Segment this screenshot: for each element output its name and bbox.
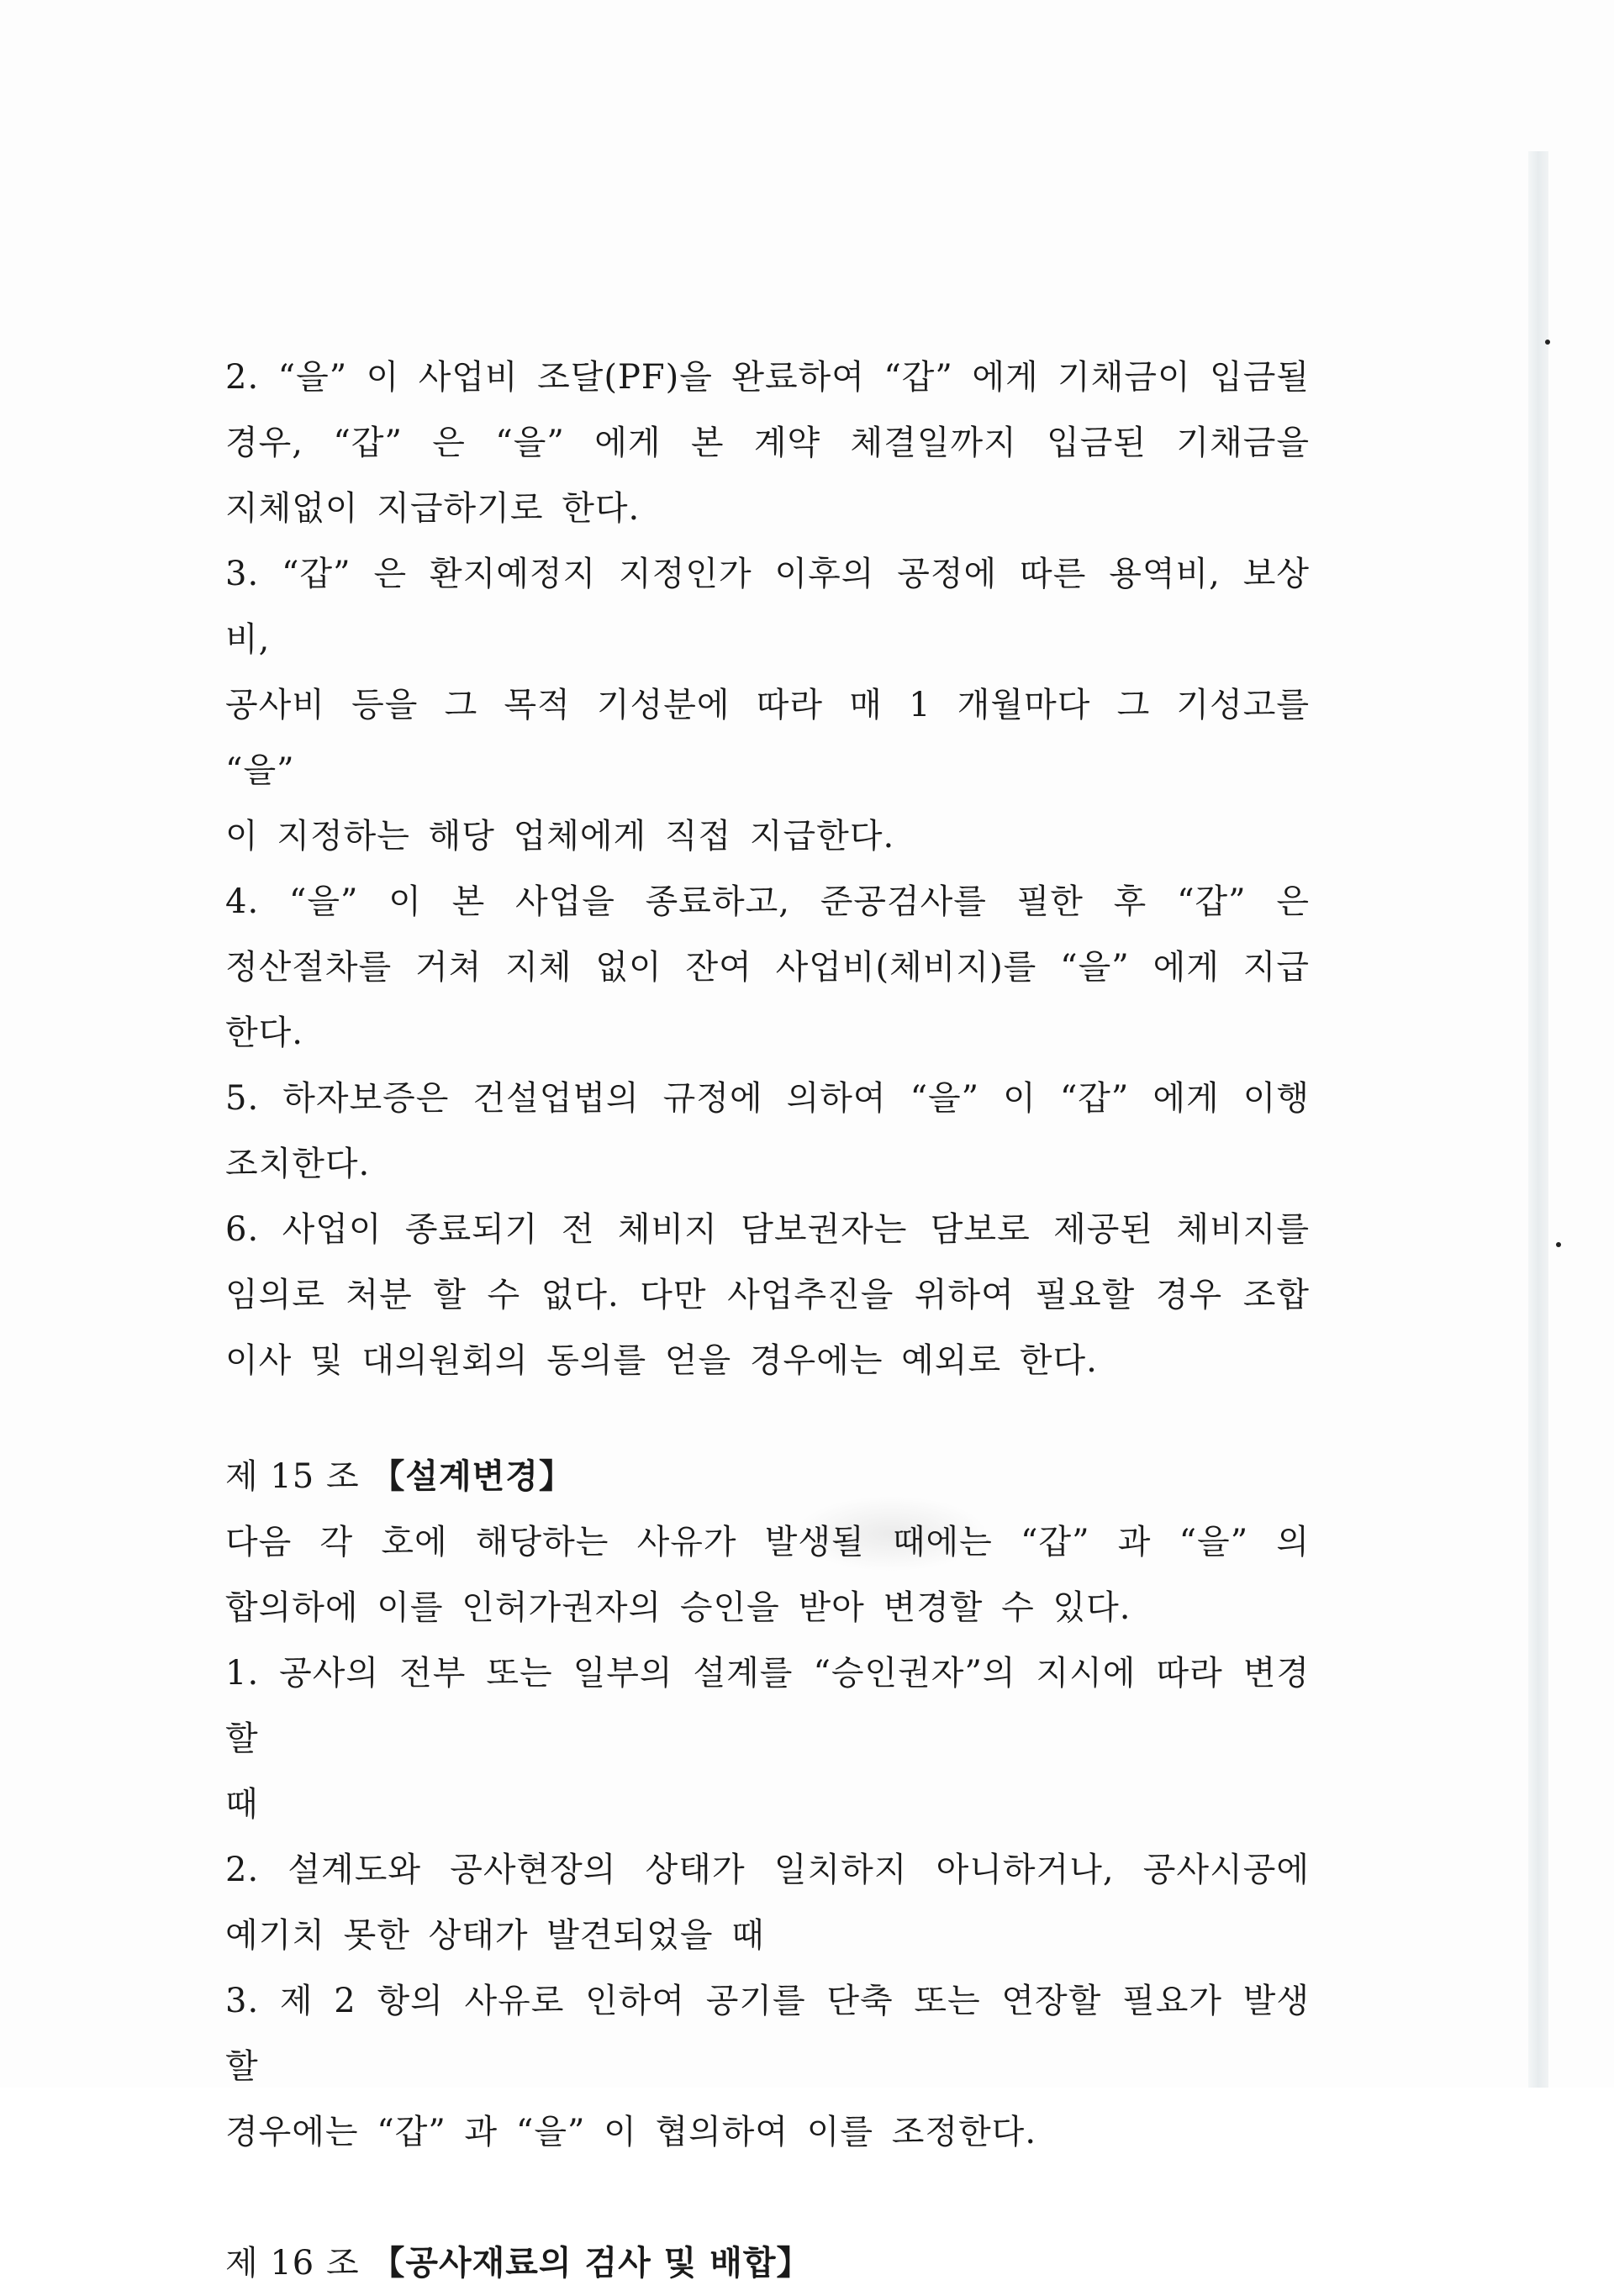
text-line: 공사비 등을 그 목적 기성분에 따라 매 1 개월마다 그 기성고를 “을” [225, 686, 1310, 790]
clause-15-item-3 [225, 1968, 1310, 2165]
text-line: 3. 제 2 항의 사유로 인하여 공기를 단축 또는 연장할 필요가 발생할 [225, 1982, 1310, 2086]
scan-edge-shadow [1528, 151, 1548, 2088]
text-line: 4. “을” 이 본 사업을 종료하고, 준공검사를 필한 후 “갑” 은 [225, 882, 1310, 921]
text-line: 3. “갑” 은 환지예정지 지정인가 이후의 공정에 따른 용역비, 보상비, [225, 555, 1310, 659]
article-title: 【공사재료의 검사 및 배합】 [371, 2243, 811, 2283]
article-16-heading [225, 2230, 1310, 2296]
text-line: 5. 하자보증은 건설업법의 규정에 의하여 “을” 이 “갑” 에게 이행 [225, 1079, 1310, 1118]
section-gap [225, 1393, 1310, 1444]
clause-14-item-6 [225, 1197, 1310, 1393]
clause-14-item-5 [225, 1066, 1310, 1197]
article-title: 【설계변경】 [371, 1456, 573, 1496]
text-line: 정산절차를 거쳐 지체 없이 잔여 사업비(체비지)를 “을” 에게 지급 [225, 948, 1310, 987]
clause-14-item-2 [225, 345, 1310, 541]
text-line: 2. “을” 이 사업비 조달(PF)을 완료하여 “갑” 에게 기채금이 입금될 [225, 358, 1310, 397]
text-line: 경우, “갑” 은 “을” 에게 본 계약 체결일까지 입금된 기채금을 [225, 424, 1310, 462]
text-line: 예기치 못한 상태가 발견되었을 때 [225, 1916, 765, 1955]
document-body [225, 345, 1310, 2296]
article-number: 제 16 조 [225, 2244, 360, 2283]
article-15-heading [225, 1444, 1310, 1509]
text-line: 이사 및 대의원회의 동의를 얻을 경우에는 예외로 한다. [225, 1341, 1098, 1380]
text-line: 다음 각 호에 해당하는 사유가 발생될 때에는 “갑” 과 “을” 의 [225, 1523, 1310, 1561]
scan-speck [1556, 1242, 1561, 1247]
text-line: 지체없이 지급하기로 한다. [225, 489, 641, 528]
clause-14-item-3 [225, 541, 1310, 869]
scan-speck [1545, 340, 1550, 345]
text-line: 합의하에 이를 인허가권자의 승인을 받아 변경할 수 있다. [225, 1588, 1131, 1627]
text-line: 6. 사업이 종료되기 전 체비지 담보권자는 담보로 제공된 체비지를 [225, 1210, 1310, 1249]
text-line: 경우에는 “갑” 과 “을” 이 협의하여 이를 조정한다. [225, 2113, 1037, 2151]
clause-15-item-2 [225, 1837, 1310, 1968]
text-line: 1. 공사의 전부 또는 일부의 설계를 “승인권자”의 지시에 따라 변경 할 [225, 1654, 1310, 1758]
article-number: 제 15 조 [225, 1457, 360, 1496]
text-line: 때 [225, 1785, 259, 1824]
text-line: 한다. [225, 1014, 303, 1052]
section-gap [225, 2165, 1310, 2230]
clause-14-item-4 [225, 869, 1310, 1066]
clause-15-item-1 [225, 1640, 1310, 1837]
text-line: 조치한다. [225, 1145, 371, 1183]
clause-15-intro [225, 1509, 1310, 1640]
text-line: 이 지정하는 해당 업체에게 직접 지급한다. [225, 817, 895, 856]
text-line: 임의로 처분 할 수 없다. 다만 사업추진을 위하여 필요할 경우 조합 [225, 1276, 1310, 1314]
text-line: 2. 설계도와 공사현장의 상태가 일치하지 아니하거나, 공사시공에 [225, 1851, 1310, 1889]
